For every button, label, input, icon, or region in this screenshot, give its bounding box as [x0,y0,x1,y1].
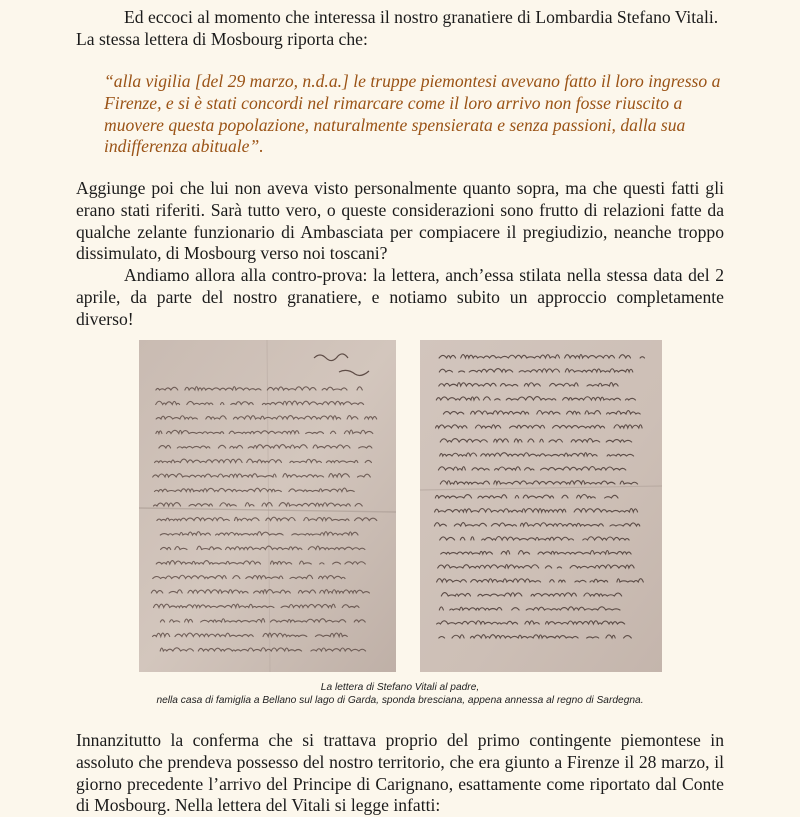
letter-photo-right [420,340,662,672]
figure-caption [76,681,724,708]
confirmation-paragraph: Innanzitutto la conferma che si trattava proprio del primo contingente piemontese in assoluto che prendeva possesso del nostro territorio, che era giunto a Firenze il 28 marzo, il giorno precedente l’arrivo del Principe di Carignano, esattamente come riportato dal Conte di Mosbourg. Nella lettera del Vitali si legge infatti: [76,730,724,816]
letter-page-2-image [420,340,662,672]
letter-photo-left [139,340,396,672]
letter-page-1-image [139,340,396,672]
commentary-paragraph: Aggiunge poi che lui non aveva visto personalmente quanto sopra, ma che questi fatti gli erano stati riferiti. Sarà tutto vero, o queste considerazioni sono frutto di relazioni fatte da qualche zelante funzionario di Ambasciata per compiacere il pregiudizio, neanche troppo dissimulato, di Mosbourg verso noi toscani? [76,178,724,264]
mosbourg-quote: “alla vigilia [del 29 marzo, n.d.a.] le truppe piemontesi avevano fatto il loro ingresso a Firenze, e si è stati concordi nel rimarcare come il loro arrivo non fosse riuscito a muovere questa popolazione, naturalmente spensierata e senza passioni, dalla sua indifferenza abituale”. [104,71,721,157]
intro-line-2: La stessa lettera di Mosbourg riporta che: [76,29,368,49]
intro-line-1: Ed eccoci al momento che interessa il nostro granatiere di Lombardia Stefano Vitali. [124,7,719,27]
caption-line-2: nella casa di famiglia a Bellano sul lago di Garda, sponda bresciana, appena annessa al regno di Sardegna. [156,695,644,707]
caption-line-1: La lettera di Stefano Vitali al padre, [320,682,480,693]
counterproof-paragraph: Andiamo allora alla contro-prova: la lettera, anch’essa stilata nella stessa data del 2 aprile, da parte del nostro granatiere, e notiamo subito un approccio completamente diverso! [76,265,724,329]
